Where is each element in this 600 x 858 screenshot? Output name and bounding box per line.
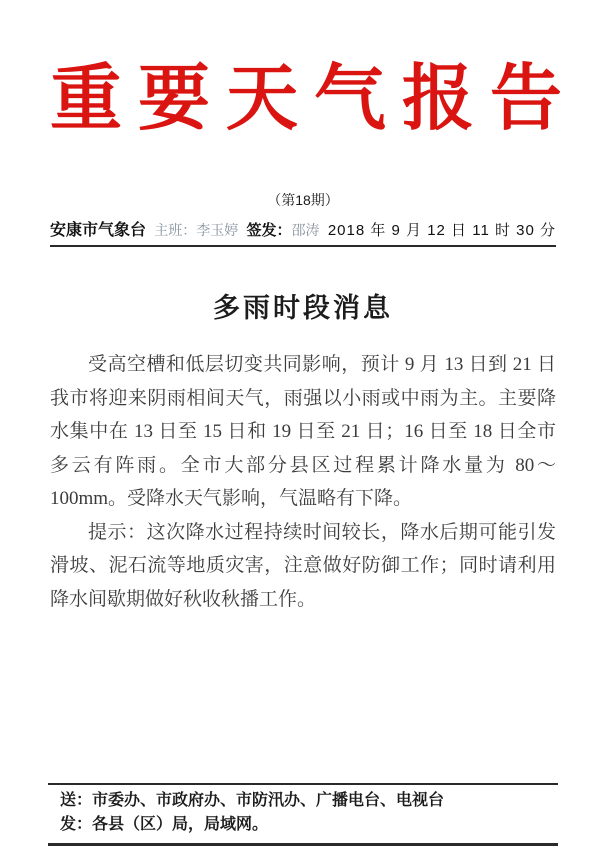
duty-officer-label: 主班： [154, 222, 197, 238]
duty-officer-name: 李玉婷 [196, 222, 239, 238]
signer-name: 邵涛 [291, 222, 320, 238]
footer-issue-line: 发：各县（区）局，局域网。 [60, 816, 269, 833]
body-paragraph-1: 受高空槽和低层切变共同影响，预计 9 月 13 日到 21 日我市将迎来阴雨相间天气，雨强以小雨或中雨为主。主要降水集中在 13 日至 15 日和 19 日至 21 日；16 日至 18 日全市多云有阵雨。全市大部分县区过程累计降水量为 80～100mm。受降水天气影响，气温略有下降。 [50, 354, 556, 509]
signer-label: 签发： [246, 222, 292, 239]
document-title: 多雨时段消息 [213, 293, 393, 323]
report-masthead-title: 重要天气报告 [50, 59, 579, 139]
issuing-office: 安康市气象台 [50, 222, 147, 239]
body-paragraph-2: 提示：这次降水过程持续时间较长，降水后期可能引发滑坡、泥石流等地质灾害，注意做好防御工作；同时请利用降水间歇期做好秋收秋播工作。 [50, 521, 556, 610]
document-body [50, 348, 556, 616]
issue-datetime: 2018 年 9 月 12 日 11 时 30 分 [327, 222, 556, 239]
distribution-footer [48, 783, 558, 846]
footer-send-line: 送：市委办、市政府办、市防汛办、广播电台、电视台 [60, 792, 445, 809]
issue-number: （第18期） [267, 192, 339, 208]
header-info-row [50, 219, 556, 247]
signer-group [247, 219, 320, 242]
duty-officer-group [154, 219, 238, 241]
